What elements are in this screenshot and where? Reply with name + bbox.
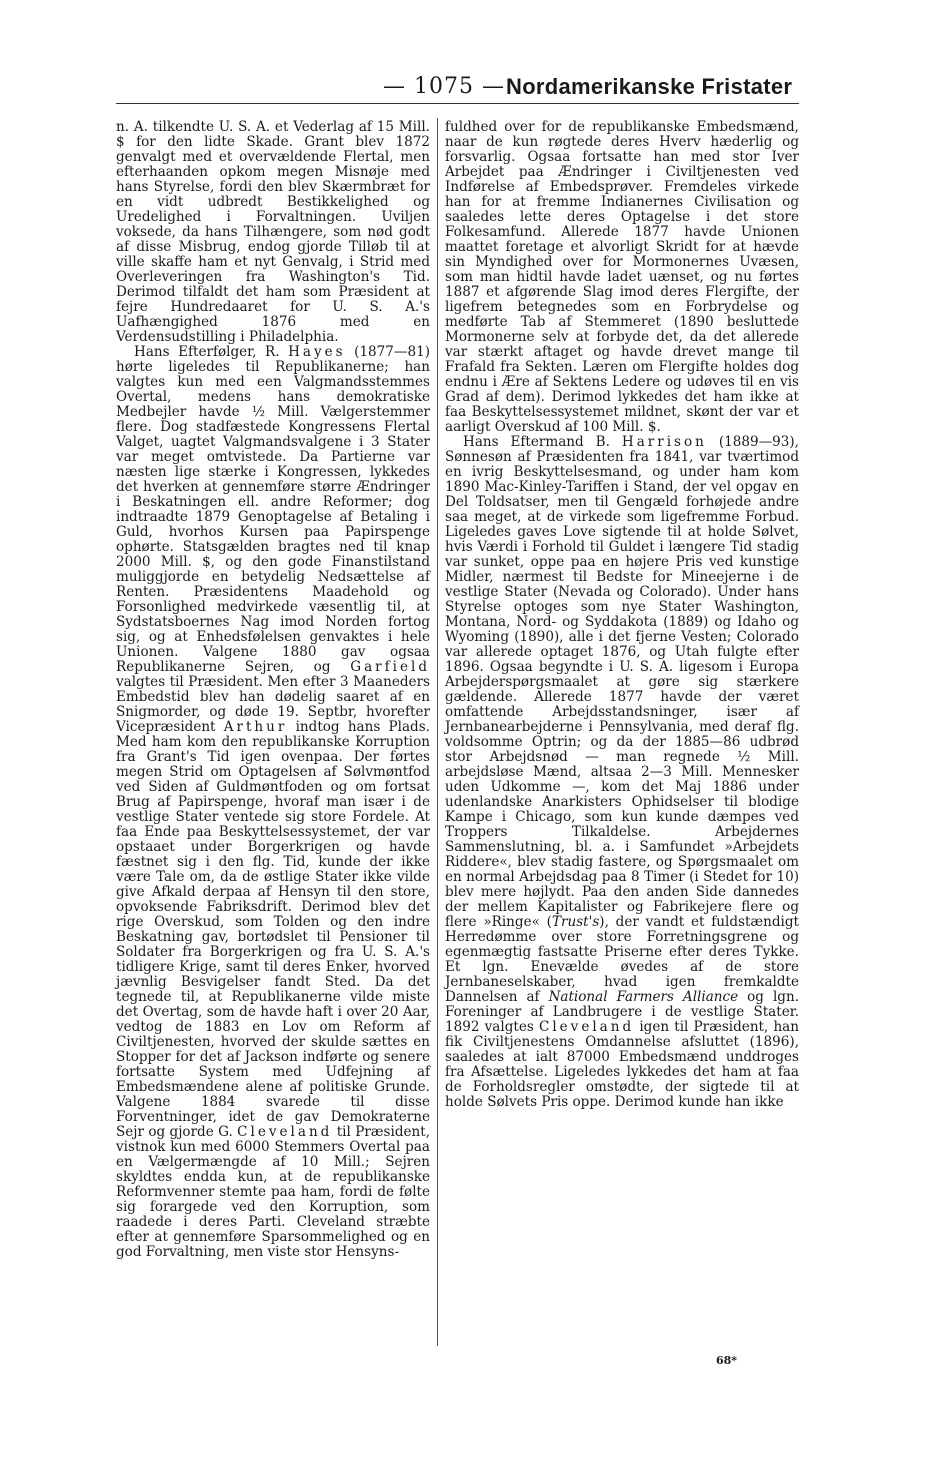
signature-mark: 68* <box>716 1354 738 1367</box>
page-number: — 1075 — <box>383 74 505 99</box>
column-divider <box>437 118 438 1346</box>
text-run: Hans Efterfølger, R. <box>134 344 289 360</box>
name-cleveland: Cleveland <box>237 1124 333 1140</box>
name-garfield: Garfield <box>350 659 430 675</box>
right-paragraph-2 <box>445 435 799 1110</box>
text-run: indtog hans Plads. Med ham kom den republikanske Korruption fra Grant's Tid igen ovenpaa. Der førtes megen Strid om Optagelsen af Sølvmøntfod ved Siden af Guldmøntfoden og om fortsat Brug af Papirspenge, hvoraf man især i de vestlige Stater ventede sig store Fordele. At faa Ende paa Beskyttelsessystemet, der var opstaaet under Borgerkrigen og havde fæstnet sig i den flg. Tid, kunde der ikke være Tale om, da de østlige Stater ikke vilde give Afkald derpaa af Hensyn til den store, opvoksende Fabriksdrift. Derimod blev det rige Overskud, som Tolden og den indre Beskatning gav, bortødslet til Pensioner til Soldater fra Borgerkrigen og fra U. S. A.'s tidligere Krige, samt til deres Enker, hvorved jævnlig Besvigelser fandt Sted. Da det tegnede til, at Republikanerne vilde miste det Overtag, som de havde haft i over 20 Aar, vedtog de 1883 en Lov om Reform af Civiltjenesten, hvorved der skulde sættes en Stopper for det af Jackson indførte og senere fortsatte System med Udfejning af Embedsmændene alene af politiske Grunde. Valgene 1884 svarede til disse Forventninger, idet de gav Demokraterne Sejr og gjorde G. <box>116 719 430 1140</box>
left-column <box>116 120 430 1260</box>
text-run: igen til Præsident, han fik Civiltjenestens Omdannelse afsluttet (1896), saaledes at ialt 87000 Embedsmænd unddroges fra Afsættelse. Ligeledes lykkedes det ham at faa de Forholdsregler omstødte, der sigtede til at holde Sølvets Pris oppe. Derimod kunde han ikke <box>445 1019 799 1110</box>
text-run: ), der vandt et fuldstændigt Herredømme over store Forretningsgrene og egenmægtig fastsatte Priserne efter deres Tykke. Et lgn. Enevælde øvedes af de store Jernbaneselskaber, hvad igen fremkaldte Dannelsen af <box>445 914 800 1005</box>
text-run: (1877—81) hørte ligeledes til Republikanerne; han valgtes kun med een Valgmandsstemmes Overtal, medens hans demokratiske Medbejler havde ½ Mill. Vælgerstemmer flere. Dog stadfæstede Kongressens Flertal Valget, uagtet Valgmandsvalgene i 3 Stater var meget omtvistede. Da Partierne var næsten lige stærke i Kongressen, lykkedes det hverken at gennemføre større Ændringer i Beskatningen ell. andre Reformer; dog indtraadte 1879 Genoptagelse af Betaling i Guld, hvorhos Kursen paa Papirspenge ophørte. Statsgælden bragtes ned til knap 2000 Mill. $, og den gode Finanstilstand muliggjorde en betydelig Nedsættelse af Renten. Præsidentens Maadehold og Forsonlighed medvirkede væsentlig til, at Sydstatsboernes Nag imod Norden fortog sig, og at Enhedsfølelsen genvaktes i hele Unionen. Valgene 1880 gav ogsaa Republikanerne Sejren, og <box>116 344 430 675</box>
running-title: Nordamerikanske Fristater <box>506 74 793 99</box>
name-cleveland: Cleveland <box>538 1019 635 1035</box>
name-harrison: Harrison <box>621 434 707 450</box>
text-run: til Præsident, vistnok kun med 6000 Stemmers Overtal paa en Vælgermængde af 10 Mill.; Sejren skyldtes endda kun, at de republikanske Reformvenner stemte paa ham, fordi de følte sig forargede ved den Korruption, som raadede i deres Parti. Cleveland stræbte efter at gennemføre Sparsommelighed og en god Forvaltning, men viste stor Hensyns- <box>116 1124 430 1260</box>
text-run: Hans Eftermand B. <box>463 434 622 450</box>
left-paragraph-1: n. A. tilkendte U. S. A. et Vederlag af 15 Mill. $ for den lidte Skade. Grant blev 1872 genvalgt med et overvældende Flertal, men efterhaanden opkom megen Misnøje med hans Styrelse, fordi den blev Skærmbræt for en vidt udbredt Bestikkelighed og Uredelighed i Forvaltningen. Uviljen voksede, da hans Tilhængere, som nød godt af disse Misbrug, endog gjorde Tilløb til at ville skaffe ham et nyt Genvalg, i Strid med Overleveringen fra Washington's Tid. Derimod tilfaldt det ham som Præsident at fejre Hundredaaret for U. S. A.'s Uafhængighed 1876 med en Verdensudstilling i Philadelphia. <box>116 119 430 345</box>
name-hayes: Hayes <box>288 344 346 360</box>
text-run: (1889—93), Sønnesøn af Præsidenten fra 1841, var tværtimod en ivrig Beskyttelsesmand, og under ham kom 1890 Mac-Kinley-Tariffen i Stand, der vel opgav en Del Toldsatser, men til Gengæld forhøjede andre saa meget, at de virkede som ligefremme Forbud. Ligeledes gaves Love sigtende til at holde Sølvet, hvis Værdi i Forhold til Guldet i længere Tid stadig var sunket, oppe paa en højere Pris ved kunstige Midler, nærmest til Bedste for Mineejerne i de vestlige Stater (Nevada og Colorado). Under hans Styrelse optoges som nye Stater Washington, Montana, Nord- og Syddakota (1889) og Idaho og Wyoming (1890), alle i det fjerne Vesten; Colorado var allerede optaget 1876, og Utah fulgte efter 1896. Ogsaa begyndte i U. S. A. ligesom i Europa Arbejderspørgsmaalet at gøre sig stærkere gældende. Allerede 1877 havde der været omfattende Arbejdsstandsninger, især af Jernbanearbejderne i Pennsylvania, med deraf flg. voldsomme Optrin; og da der 1885—86 udbrød stor Arbejdsnød — man regnede ½ Mill. arbejdsløse Mænd, altsaa 2—3 Mill. Mennesker uden Udkomme —, kom det Maj 1886 under udenlandske Anarkisters Ophidselser til blodige Kampe i Chicago, som kun kunde dæmpes ved Troppers Tilkaldelse. Arbejdernes Sammenslutning, bl. a. i Samfundet »Arbejdets Riddere«, blev stadig fastere, og Spørgsmaalet om en normal Arbejdsdag paa 8 Timer (i Stedet for 10) blev mere højlydt. Paa den anden Side dannedes der mellem Kapitalister og Fabrikejere flere og flere »Ringe« ( <box>445 434 799 930</box>
page-header <box>0 70 800 110</box>
text-run: og lgn. Foreninger af Landbrugere i de vestlige Stater. 1892 valgtes <box>445 989 800 1035</box>
term-trusts: Trust's <box>551 914 600 930</box>
left-paragraph-2 <box>116 345 430 1260</box>
term-national-farmers-alliance: National Farmers Alliance <box>548 989 739 1005</box>
name-arthur: Arthur <box>223 719 288 735</box>
right-column <box>445 120 799 1110</box>
right-paragraph-1: fuldhed over for de republikanske Embedsmænd, naar de kun røgtede deres Hverv hæderlig og forsvarlig. Ogsaa fortsatte han med stor Iver Arbejdet paa Ændringer i Civiltjenesten ved Indførelse af Embedsprøver. Fremdeles virkede han for at fremme Indianernes Civilisation og saaledes lette deres Optagelse i det store Folkesamfund. Allerede 1877 havde Unionen maattet foretage et alvorligt Skridt for at hævde sin Myndighed over for Mormonernes Uvæsen, som man hidtil havde ladet uænset, og nu førtes 1887 et afgørende Slag imod deres Flergifte, der ligefrem betegnedes som en Forbrydelse og medførte Tab af Stemmeret (1890 besluttede Mormonerne selv at forbyde det, da det allerede var stærkt aftaget og havde drevet mange til Frafald fra Sekten. Læren om Flergifte holdes dog endnu i Ære af Sektens Ledere og udøves til en vis Grad af dem). Derimod lykkedes det ham ikke at faa Beskyttelsessystemet mildnet, skønt der var et aarligt Overskud af 100 Mill. $. <box>445 119 799 435</box>
text-run: valgtes til Præsident. Men efter 3 Maaneders Embedstid blev han dødelig saaret af en Snigmorder, og døde 19. Septbr, hvorefter Vicepræsident <box>116 674 430 735</box>
header-rule <box>116 103 799 104</box>
